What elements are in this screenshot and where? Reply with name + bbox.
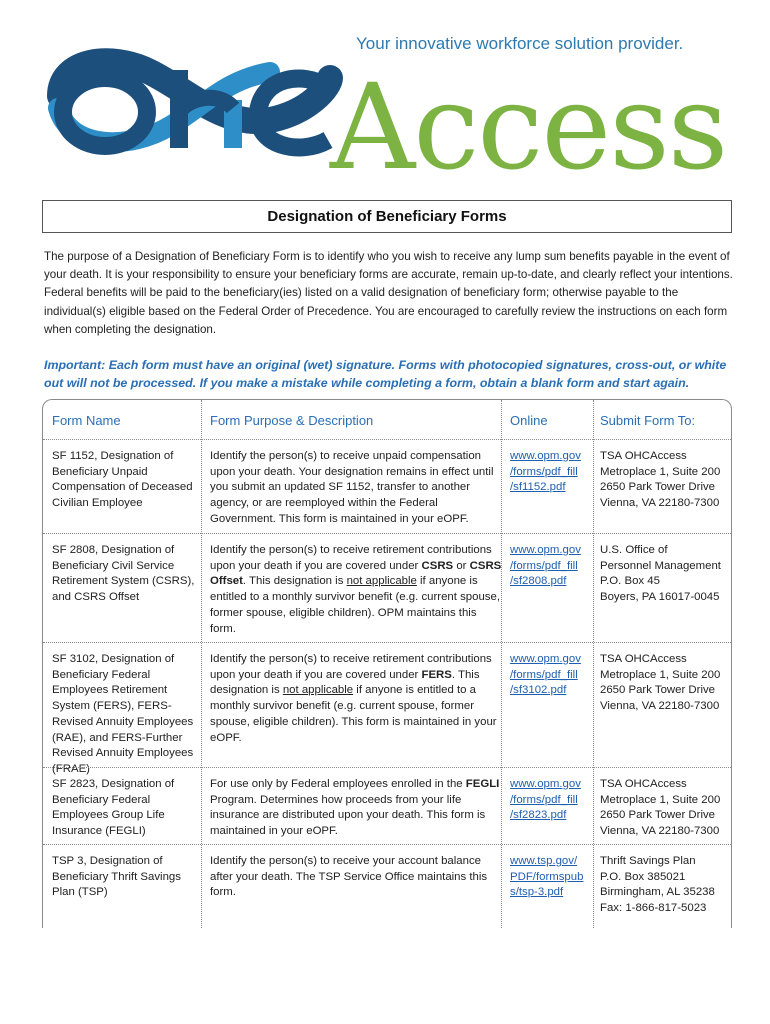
submit-address: TSA OHCAccess Metroplace 1, Suite 200 2650 Park Tower Drive Vienna, VA 22180-7300 — [600, 450, 721, 510]
submit-address: U.S. Office of Personnel Management P.O. Box 45 Boyers, PA 16017-0045 — [600, 544, 721, 604]
row-separator — [43, 439, 731, 440]
form-name: SF 2808, Designation of Beneficiary Civil Service Retirement System (CSRS), and CSRS Offset — [52, 544, 195, 604]
intro-paragraph: The purpose of a Designation of Beneficiary Form is to identify who you wish to receive any lump sum benefits payable in the event of your death. It is your responsibility to ensure your beneficiary forms are accurate, remain up-to-date, and clearly reflect your intentions. Federal benefits will be paid to the beneficiary(ies) listed on a valid designation of beneficiary form; otherwise payable to the individual(s) eligible based on the Federal Order of Precedence. You are encouraged to carefully review the instructions on each form when completing the designation. — [44, 250, 733, 336]
title-box — [42, 200, 732, 233]
form-purpose: Identify the person(s) to receive your account balance after your death. The TSP Service Office maintains this form. — [210, 855, 488, 899]
online-link[interactable]: www.opm.gov /forms/pdf_fill /sf3102.pdf — [510, 653, 581, 697]
submit-address: TSA OHCAccess Metroplace 1, Suite 200 2650 Park Tower Drive Vienna, VA 22180-7300 — [600, 653, 721, 713]
online-link[interactable]: www.opm.gov /forms/pdf_fill /sf1152.pdf — [510, 450, 581, 494]
important-notice: Important: Each form must have an original (wet) signature. Forms with photocopied signatures, cross-out, or white out will not be processed. If you make a mistake while completing a form, obtain a blank form and start again. — [44, 358, 727, 390]
header-form-name: Form Name — [52, 413, 121, 428]
row-separator — [43, 533, 731, 534]
online-link[interactable]: www.tsp.gov/ PDF/formspub s/tsp-3.pdf — [510, 855, 584, 899]
forms-table — [42, 399, 732, 928]
logo-graphic — [0, 0, 770, 190]
form-name: SF 2823, Designation of Beneficiary Federal Employees Group Life Insurance (FEGLI) — [52, 778, 175, 838]
header-online: Online — [510, 413, 548, 428]
submit-address: Thrift Savings Plan P.O. Box 385021 Birmingham, AL 35238 Fax: 1-866-817-5023 — [600, 855, 715, 915]
form-purpose: Identify the person(s) to receive unpaid compensation upon your death. Your designation remains in effect until you submit an updated SF 1152, transfer to another agency, or are reemployed within the Federal Government. This form is maintained in your eOPF. — [210, 450, 494, 525]
form-name: TSP 3, Designation of Beneficiary Thrift Savings Plan (TSP) — [52, 855, 181, 899]
table-header-row — [43, 400, 731, 438]
page-title: Designation of Beneficiary Forms — [267, 208, 507, 225]
svg-text:Access: Access — [330, 58, 727, 190]
form-name: SF 1152, Designation of Beneficiary Unpaid Compensation of Deceased Civilian Employee — [52, 450, 193, 510]
header-submit-to: Submit Form To: — [600, 413, 696, 428]
tagline: Your innovative workforce solution provider. — [356, 34, 684, 53]
online-link[interactable]: www.opm.gov /forms/pdf_fill /sf2823.pdf — [510, 778, 581, 822]
form-purpose: For use only by Federal employees enrolled in the FEGLI Program. Determines how proceeds from your life insurance are distributed upon your death. This form is maintained in your eOPF. — [210, 778, 500, 838]
row-separator — [43, 844, 731, 845]
form-purpose: Identify the person(s) to receive retirement contributions upon your death if you are covered under FERS. This designation is not applicable if anyone is entitled to a monthly survivor benefit (e.g. current spouse, former spouse, eligible children). This form is maintained in your eOPF. — [210, 653, 497, 744]
ohcaccess-logo — [0, 0, 770, 190]
online-link[interactable]: www.opm.gov /forms/pdf_fill /sf2808.pdf — [510, 544, 581, 588]
form-purpose: Identify the person(s) to receive retirement contributions upon your death if you are covered under CSRS or CSRS Offset. This designation is not applicable if anyone is entitled to a monthly survivor benefit (e.g. current spouse, former spouse, eligible children). OPM maintains this form. — [210, 544, 502, 635]
row-separator — [43, 767, 731, 768]
submit-address: TSA OHCAccess Metroplace 1, Suite 200 2650 Park Tower Drive Vienna, VA 22180-7300 — [600, 778, 721, 838]
row-separator — [43, 642, 731, 643]
header-form-purpose: Form Purpose & Description — [210, 413, 374, 428]
form-name: SF 3102, Designation of Beneficiary Federal Employees Retirement System (FERS), FERS-Revised Annuity Employees (RAE), and FERS-Further Revised Annuity Employees (FRAE) — [52, 653, 194, 775]
